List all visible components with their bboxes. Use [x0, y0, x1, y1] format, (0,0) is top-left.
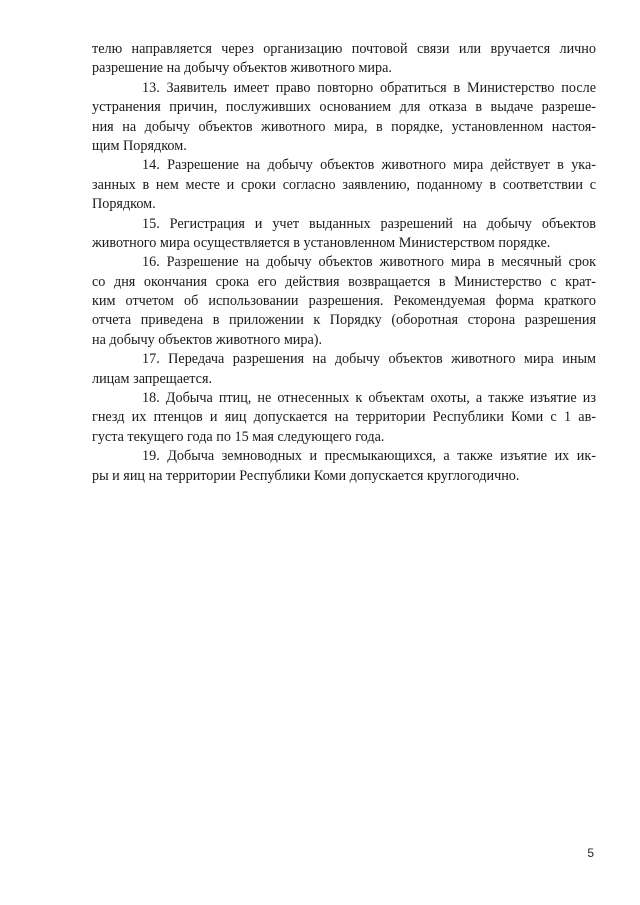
document-body: [92, 40, 596, 486]
paragraph-item-17: [92, 350, 596, 389]
text-line: Порядком.: [92, 196, 156, 213]
text-line: 17. Передача разрешения на добычу объектов животного мира иным: [142, 351, 596, 368]
text-line: гнезд их птенцов и яиц допускается на территории Республики Коми с 1 ав-: [92, 409, 596, 426]
page-number: 5: [587, 846, 594, 860]
paragraph-item-19: [92, 447, 596, 486]
paragraph-item-18: [92, 389, 596, 447]
text-line: лицам запрещается.: [92, 370, 213, 387]
text-line: 19. Добыча земноводных и пресмыкающихся, а также изъятие их ик-: [142, 448, 596, 465]
text-line: телю направляется через организацию почтовой связи или вручается лично: [92, 41, 596, 57]
paragraph-item-15: [92, 215, 596, 254]
text-line: 18. Добыча птиц, не отнесенных к объектам охоты, а также изъятие из: [142, 390, 596, 407]
text-line: со дня окончания срока его действия возвращается в Министерство с крат-: [92, 273, 596, 290]
text-line: ния на добычу объектов животного мира, в порядке, установленном настоя-: [92, 118, 596, 135]
text-line: занных в нем месте и сроки согласно заявлению, поданному в соответствии с: [92, 176, 596, 193]
paragraph-item-16: [92, 253, 596, 350]
text-line: устранения причин, послуживших основанием для отказа в выдаче разреше-: [92, 99, 596, 116]
text-line: щим Порядком.: [92, 137, 187, 154]
text-line: 14. Разрешение на добычу объектов животного мира действует в ука-: [142, 157, 596, 174]
text-line: отчета приведена в приложении к Порядку (оборотная сторона разрешения: [92, 312, 596, 329]
text-line: животного мира осуществляется в установленном Министерством порядке.: [92, 234, 551, 251]
text-line: на добычу объектов животного мира).: [92, 331, 323, 348]
text-line: ким отчетом об использовании разрешения. Рекомендуемая форма краткого: [92, 293, 596, 310]
text-line: 15. Регистрация и учет выданных разрешений на добычу объектов: [142, 215, 596, 232]
paragraph-continuation: [92, 40, 596, 79]
text-line: 13. Заявитель имеет право повторно обратиться в Министерство после: [142, 79, 596, 96]
paragraph-item-13: [92, 79, 596, 157]
paragraph-item-14: [92, 156, 596, 214]
text-line: 16. Разрешение на добычу объектов животного мира в месячный срок: [142, 254, 596, 271]
text-line: разрешение на добычу объектов животного мира.: [92, 60, 392, 77]
text-line: густа текущего года по 15 мая следующего года.: [92, 428, 385, 445]
text-line: ры и яиц на территории Республики Коми допускается круглогодично.: [92, 467, 520, 484]
